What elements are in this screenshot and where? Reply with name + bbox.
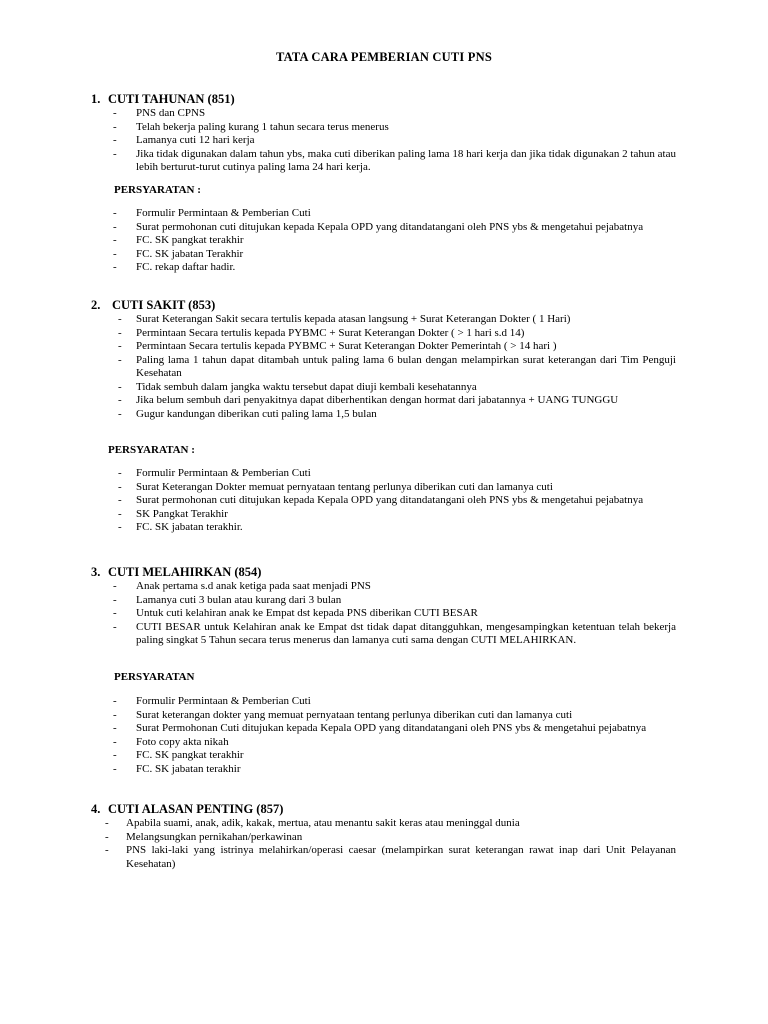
- list-item: - Telah bekerja paling kurang 1 tahun secara terus menerus: [113, 120, 389, 133]
- list-item: - FC. SK jabatan Terakhir: [113, 247, 244, 260]
- list-item: - FC. SK jabatan terakhir.: [118, 521, 243, 533]
- section-title: CUTI SAKIT (853): [112, 298, 216, 312]
- section-heading-cuti-melahirkan: [91, 565, 261, 580]
- list-item: - Surat Permohonan Cuti ditujukan kepada Kepala OPD yang ditandatangani oleh PNS ybs & mengetahui pejabatnya: [113, 722, 647, 734]
- list-item: - Anak pertama s.d anak ketiga pada saat menjadi PNS: [113, 580, 371, 592]
- section-title: CUTI ALASAN PENTING (857): [108, 802, 284, 816]
- list-item: - Jika belum sembuh dari penyakitnya dapat diberhentikan dengan hormat dari jabatannya + UANG TUNGGU: [118, 394, 619, 406]
- list-item: - FC. SK pangkat terakhir: [113, 234, 244, 246]
- section-title: CUTI MELAHIRKAN (854): [108, 565, 262, 579]
- list-item: - SK Pangkat Terakhir: [118, 507, 228, 520]
- list-item: - Surat permohonan cuti ditujukan kepada Kepala OPD yang ditandatangani oleh PNS ybs & mengetahui pejabatnya: [118, 494, 644, 506]
- document-title: TATA CARA PEMBERIAN CUTI PNS: [275, 50, 493, 64]
- list-item: - FC. SK jabatan terakhir: [113, 762, 241, 775]
- section-number: 3.: [91, 565, 101, 579]
- section-number: 2.: [91, 298, 101, 312]
- list-item: - Permintaan Secara tertulis kepada PYBMC + Surat Keterangan Dokter Pemerintah ( > 14 hari ): [118, 340, 557, 352]
- list-item: - Surat Keterangan Sakit secara tertulis kepada atasan langsung + Surat Keterangan Dokter ( 1 Hari): [118, 313, 571, 325]
- list-item: - Surat keterangan dokter yang memuat pernyataan tentang perlunya diberikan cuti dan lamanya cuti: [113, 708, 573, 721]
- section-heading-cuti-tahunan: [91, 92, 235, 107]
- section-items-list: [115, 580, 676, 648]
- section-number: 1.: [91, 92, 101, 106]
- list-item: - FC. SK pangkat terakhir: [113, 749, 244, 761]
- list-item: - FC. rekap daftar hadir.: [113, 261, 236, 273]
- requirements-heading: PERSYARATAN :: [114, 184, 201, 196]
- list-item: - PNS laki-laki yang istrinya melahirkan/operasi caesar (melampirkan surat keterangan rawat inap dari Unit Pelayanan Kesehatan): [105, 844, 676, 870]
- list-item: - Melangsungkan pernikahan/perkawinan: [105, 830, 303, 843]
- list-item: - Paling lama 1 tahun dapat ditambah untuk paling lama 6 bulan dengan melampirkan surat keterangan dari Tim Penguji Kesehatan: [118, 353, 676, 379]
- list-item: - Foto copy akta nikah: [113, 735, 229, 748]
- requirements-list: [118, 467, 676, 535]
- requirements-list: [115, 207, 676, 275]
- section-items-list: [115, 107, 676, 175]
- section-items-list: [106, 817, 676, 871]
- list-item: - Surat Keterangan Dokter memuat pernyataan tentang perlunya diberikan cuti dan lamanya cuti: [118, 480, 553, 493]
- requirements-heading: PERSYARATAN: [114, 671, 195, 683]
- list-item: - CUTI BESAR untuk Kelahiran anak ke Empat dst tidak dapat ditangguhkan, mengesampingkan ketentuan telah bekerja paling singkat 5 Tahun secara terus menerus dan lamanya cuti sama dengan CUTI MELAHIRKAN.: [113, 620, 676, 646]
- list-item: - Permintaan Secara tertulis kepada PYBMC + Surat Keterangan Dokter ( > 1 hari s.d 14): [118, 326, 525, 339]
- list-item: - Untuk cuti kelahiran anak ke Empat dst kepada PNS diberikan CUTI BESAR: [113, 607, 478, 619]
- requirements-list: [115, 695, 676, 776]
- section-title: CUTI TAHUNAN (851): [108, 92, 235, 106]
- list-item: - Jika tidak digunakan dalam tahun ybs, maka cuti diberikan paling lama 18 hari kerja dan jika tidak digunakan 2 tahun atau lebih berturut-turut cutinya paling lama 24 hari kerja.: [113, 147, 676, 173]
- list-item: - Surat permohonan cuti ditujukan kepada Kepala OPD yang ditandatangani oleh PNS ybs & mengetahui pejabatnya: [113, 220, 644, 233]
- section-items-list: [118, 313, 676, 421]
- section-number: 4.: [91, 802, 101, 816]
- list-item: - Gugur kandungan diberikan cuti paling lama 1,5 bulan: [118, 407, 377, 420]
- section-heading-cuti-alasan-penting: [91, 802, 283, 817]
- list-item: - Tidak sembuh dalam jangka waktu tersebut dapat diuji kembali kesehatannya: [118, 380, 477, 393]
- list-item: - Formulir Permintaan & Pemberian Cuti: [113, 695, 311, 707]
- list-item: - Lamanya cuti 3 bulan atau kurang dari 3 bulan: [113, 593, 342, 606]
- list-item: - PNS dan CPNS: [113, 107, 206, 119]
- list-item: - Formulir Permintaan & Pemberian Cuti: [118, 467, 311, 479]
- list-item: - Lamanya cuti 12 hari kerja: [113, 134, 255, 146]
- list-item: - Formulir Permintaan & Pemberian Cuti: [113, 207, 311, 219]
- requirements-heading: PERSYARATAN :: [108, 444, 195, 456]
- list-item: - Apabila suami, anak, adik, kakak, mertua, atau menantu sakit keras atau meninggal dunia: [105, 817, 520, 829]
- section-heading-cuti-sakit: [91, 298, 215, 313]
